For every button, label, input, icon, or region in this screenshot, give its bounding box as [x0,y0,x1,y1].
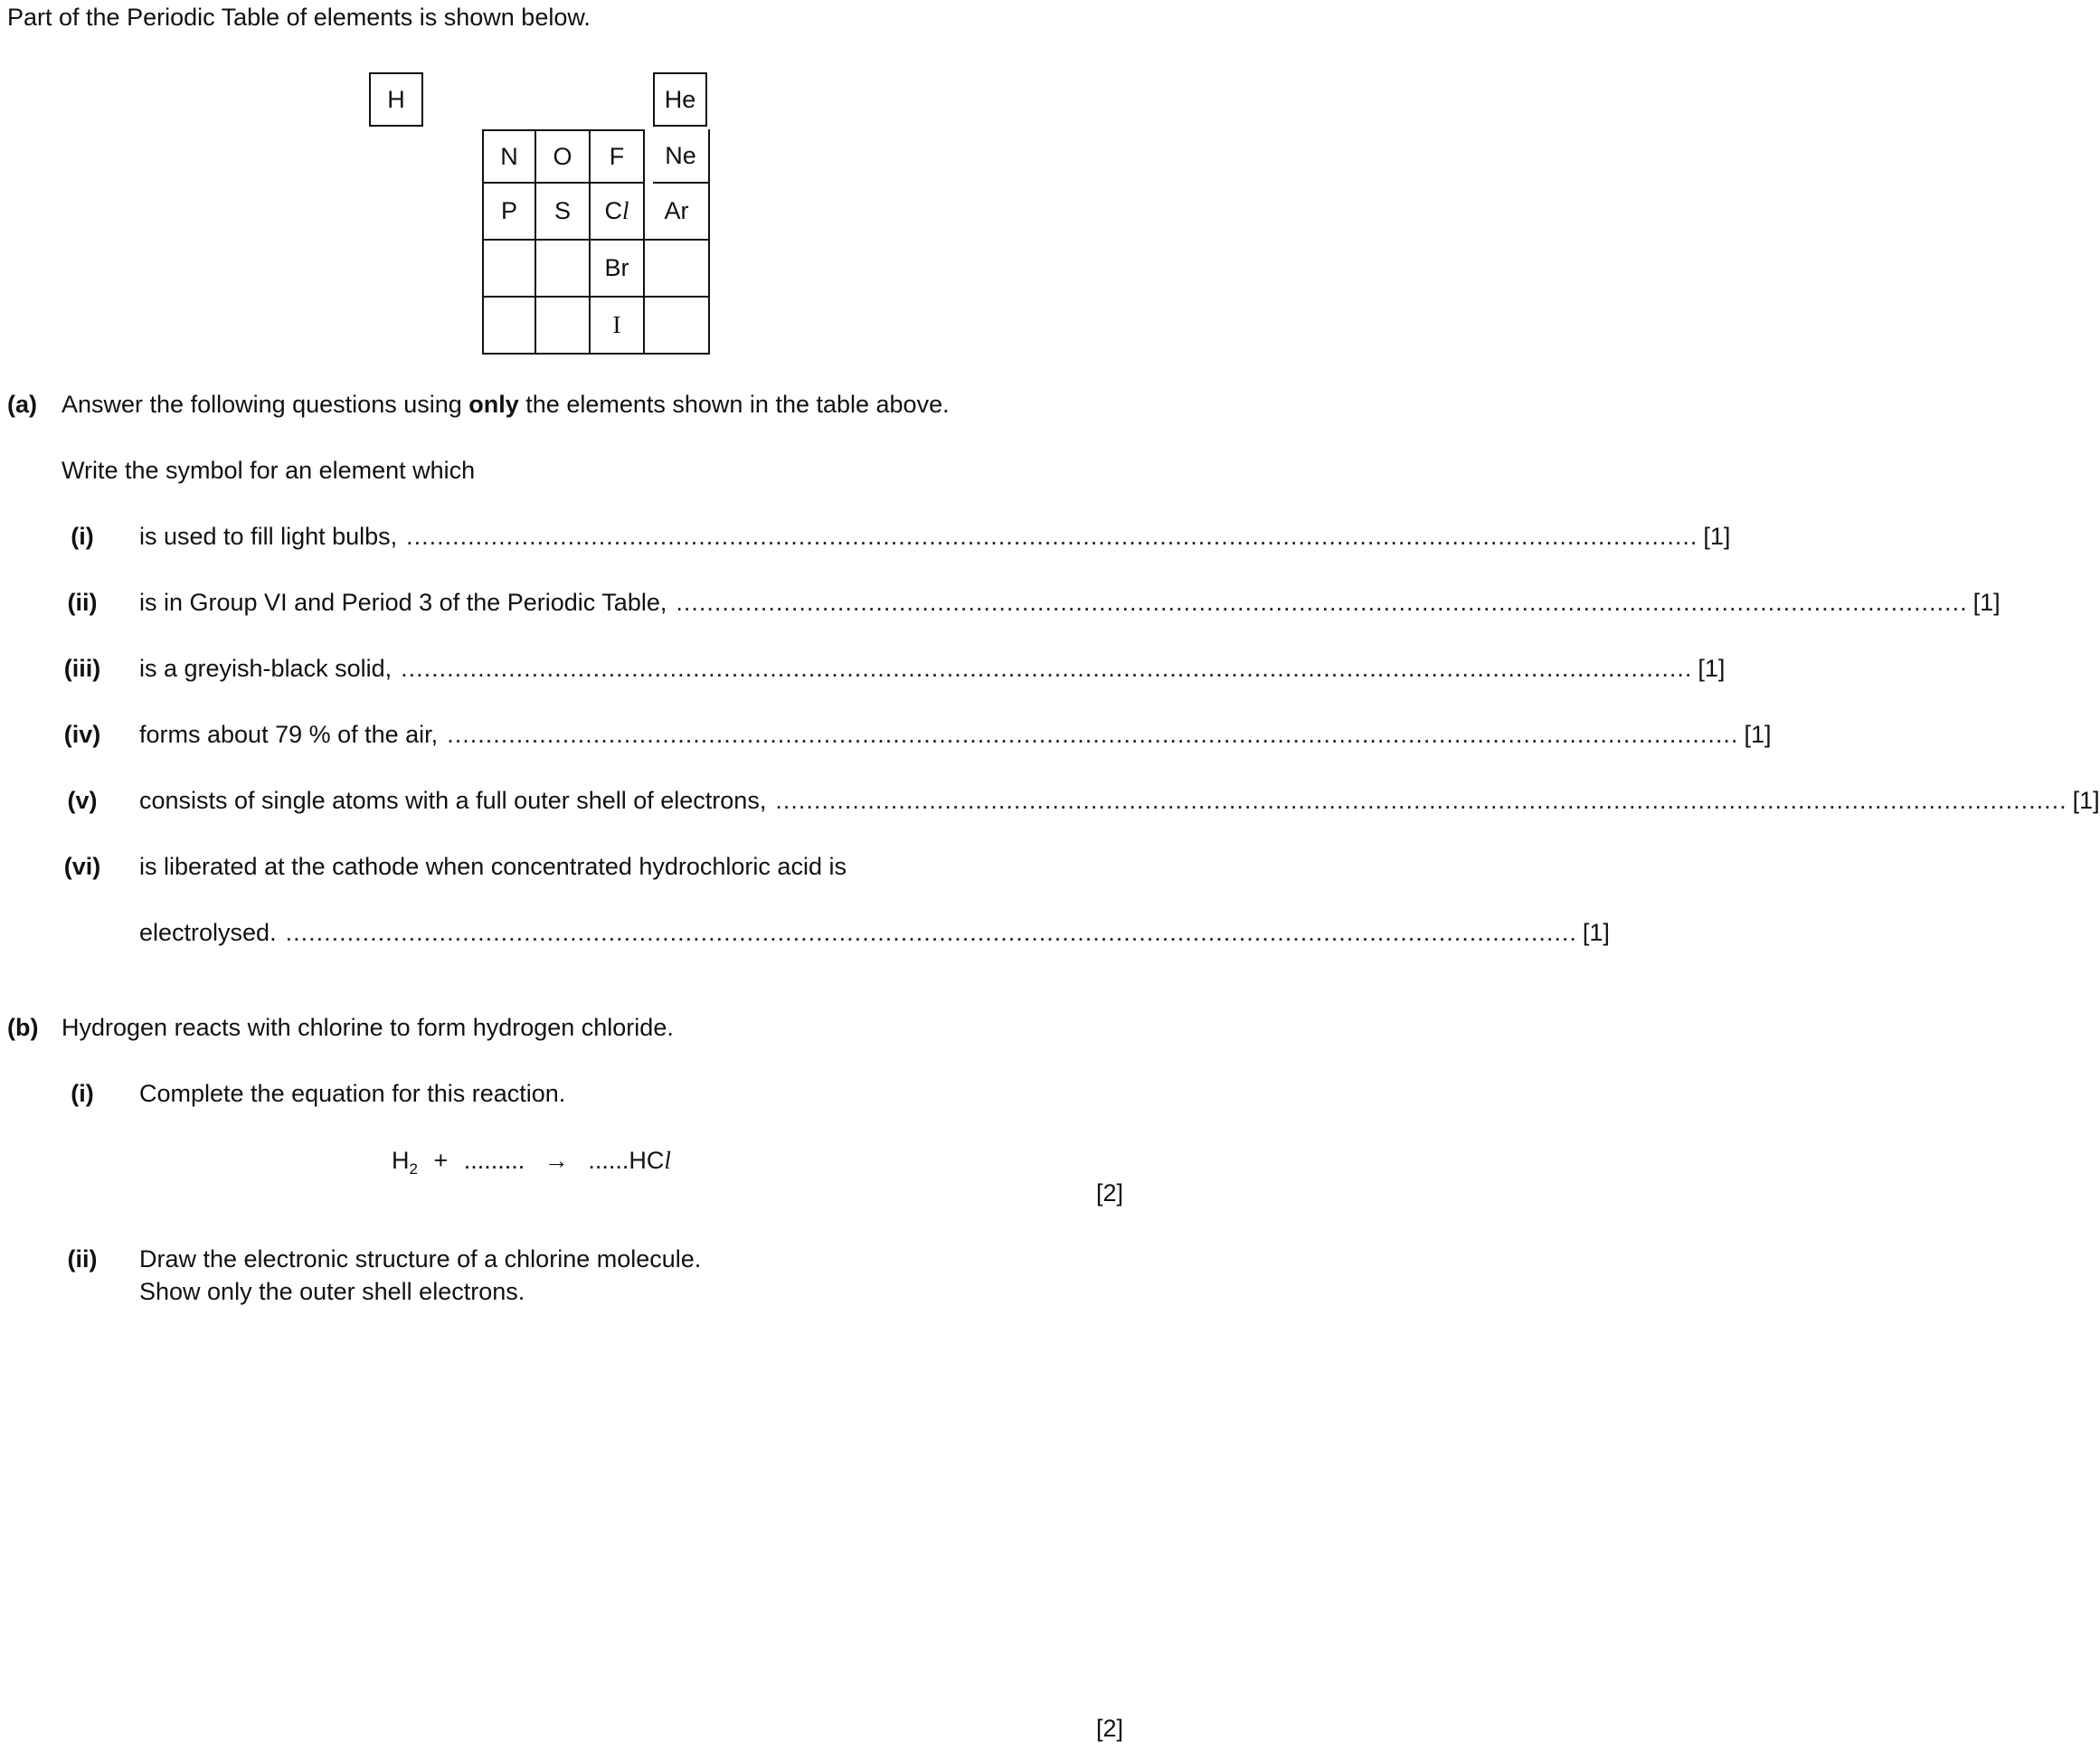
question-text: Draw the electronic structure of a chlorine molecule. [139,1245,702,1273]
question-number: (i) [71,523,94,550]
question-text: forms about 79 % of the air, [139,721,439,748]
question-a-iv [49,721,1772,757]
question-text: is liberated at the cathode when concentrated hydrochloric acid is [139,853,847,880]
instruction-text: Answer the following questions using [61,391,469,418]
mark-allocation: [1] [1972,589,2001,616]
arrow-icon: → [544,1147,569,1174]
element-cell-he: He [653,72,707,127]
element-cell-p: P [482,184,536,241]
equation-blank[interactable]: ......... [463,1147,525,1174]
part-a-label: (a) [7,391,37,418]
instruction-emphasis: only [468,391,519,418]
equation-plus: + [433,1147,449,1174]
answer-line[interactable]: ........................................................................................................................................................................ [676,589,1968,616]
question-number: (iv) [63,721,101,748]
element-cl-label: Cl [604,197,629,224]
equation-hydrogen: H [392,1147,410,1174]
mark-allocation: [1] [1703,523,1731,550]
element-cell-br: Br [591,241,645,298]
answer-line[interactable]: ........................................................................................................................................................................ [406,523,1698,550]
element-cell-o: O [536,129,591,184]
part-b-intro: Hydrogen reacts with chlorine to form hydrogen chloride. [61,1014,674,1041]
element-cell-i: I [591,298,645,355]
mark-allocation-b-ii: [2] [1095,1715,1123,1742]
element-cell-empty [536,298,591,355]
answer-line[interactable]: ........................................................................................................................................................................ [401,655,1693,682]
element-cell-empty [536,241,591,298]
element-cell-s: S [536,184,591,241]
question-text: electrolysed. [139,919,277,946]
equation-subscript: 2 [409,1160,418,1178]
element-cell-f: F [591,129,645,184]
question-number: (ii) [67,1245,98,1273]
equation-product-l: l [664,1147,671,1174]
question-number: (v) [67,787,98,814]
part-b-label: (b) [7,1014,39,1041]
element-cell-empty [645,241,710,298]
instruction-text: the elements shown in the table above. [518,391,950,418]
question-number: (i) [71,1080,94,1107]
part-a-prompt: Write the symbol for an element which [61,457,476,484]
question-text: is a greyish-black solid, [139,655,393,682]
element-cell-empty [482,298,536,355]
element-cell-h: H [369,72,423,127]
answer-line[interactable]: ........................................................................................................................................................................ [775,787,2067,814]
answer-line[interactable]: ........................................................................................................................................................................ [285,919,1577,946]
question-number: (vi) [63,853,101,880]
question-text: Complete the equation for this reaction. [139,1080,566,1107]
question-b-ii-line2: Show only the outer shell electrons. [139,1278,525,1305]
part-a-instruction [61,391,950,419]
mark-allocation: [1] [2072,787,2100,814]
element-cell-ar: Ar [645,184,710,241]
mark-allocation-b-i: [2] [1095,1179,1123,1206]
mark-allocation: [1] [1582,919,1610,946]
question-number: (ii) [67,589,98,616]
question-a-vi [49,853,1123,889]
question-a-vi-continuation [49,919,1610,955]
equation-product[interactable]: ......HC [588,1147,665,1174]
element-cell-empty [482,241,536,298]
question-text: is in Group VI and Period 3 of the Periodic Table, [139,589,667,616]
question-text: is used to fill light bulbs, [139,523,398,550]
question-a-i [49,523,1731,559]
question-a-ii [49,589,2001,625]
question-number: (iii) [63,655,101,682]
question-b-ii [49,1245,1123,1282]
drawing-area[interactable] [139,1320,1116,1709]
intro-text: Part of the Periodic Table of elements is shown below. [7,4,591,31]
element-cell-n: N [482,129,536,184]
question-b-i [49,1080,1123,1116]
mark-allocation: [1] [1744,721,1772,748]
answer-line[interactable]: ........................................................................................................................................................................ [447,721,1739,748]
element-cell-cl [591,184,645,241]
reaction-equation [392,1147,671,1178]
element-cell-empty [645,298,710,355]
question-a-v [49,787,2100,823]
question-text: consists of single atoms with a full outer shell of electrons, [139,787,767,814]
question-a-iii [49,655,1726,691]
element-cell-ne: Ne [653,129,710,184]
mark-allocation: [1] [1698,655,1726,682]
